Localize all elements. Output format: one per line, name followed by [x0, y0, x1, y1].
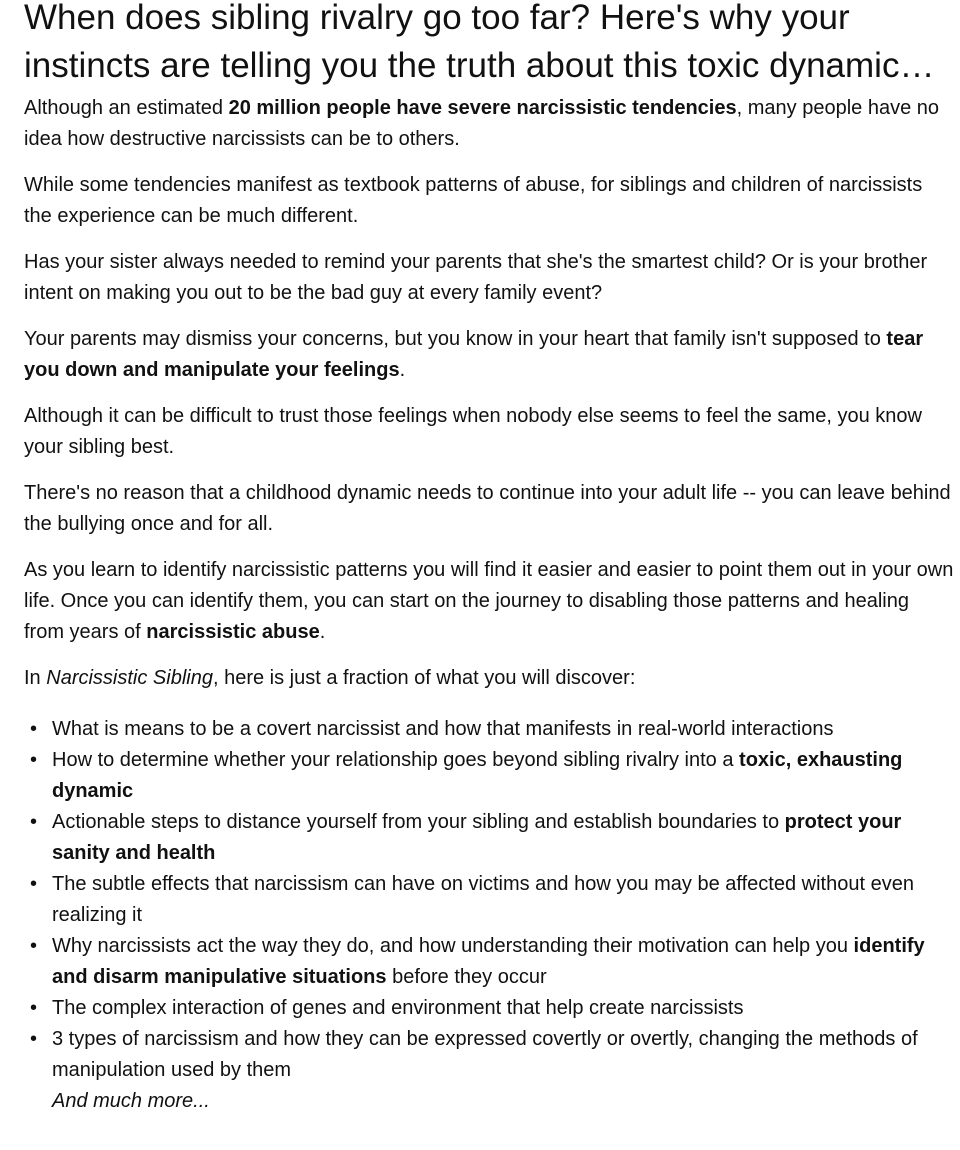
paragraph [24, 555, 954, 648]
bold-text: identify and disarm manipulative situations [52, 935, 925, 988]
text: In [24, 667, 47, 689]
text: The subtle effects that narcissism can have on victims and how you may be affected without even realizing it [52, 873, 914, 926]
bold-text: protect your sanity and health [52, 811, 902, 864]
bold-text: narcissistic abuse [146, 621, 320, 643]
text: 3 types of narcissism and how they can be expressed covertly or overtly, changing the methods of manipulation used by them [52, 1028, 918, 1081]
paragraph: Has your sister always needed to remind your parents that she's the smartest child? Or is your brother intent on making you out to be the bad guy at every family event? [24, 251, 928, 304]
bullet-icon: • [30, 935, 38, 957]
and-much-more-text: And much more... [52, 1090, 210, 1112]
page-heading: When does sibling rivalry go too far? Here's why your instincts are telling you the truth about this toxic dynamic… [24, 0, 935, 85]
list-item [24, 714, 954, 745]
text: Although an estimated [24, 97, 229, 119]
text: , many people have no idea how destructive narcissists can be to others. [24, 97, 939, 150]
paragraph: There's no reason that a childhood dynamic needs to continue into your adult life -- you can leave behind the bullying once and for all. [24, 482, 951, 535]
paragraph [24, 663, 954, 694]
text: The complex interaction of genes and environment that help create narcissists [52, 997, 744, 1019]
paragraph-intro [24, 93, 954, 155]
text: Actionable steps to distance yourself from your sibling and establish boundaries to [52, 811, 785, 833]
list-item [24, 745, 954, 807]
list-item [24, 869, 954, 931]
bullet-icon: • [30, 873, 38, 895]
text: . [399, 359, 406, 381]
bullet-icon: • [30, 1028, 38, 1050]
product-description [24, 0, 954, 1117]
bold-text: 20 million people have severe narcissistic tendencies [228, 97, 737, 119]
text: before they occur [386, 966, 547, 988]
bullet-icon: • [30, 811, 38, 833]
bullet-icon: • [30, 997, 38, 1019]
bold-text: toxic, exhausting dynamic [52, 749, 903, 802]
benefits-list [24, 714, 954, 1086]
text: What is means to be a covert narcissist and how that manifests in real-world interactions [52, 718, 834, 740]
paragraph: Although it can be difficult to trust those feelings when nobody else seems to feel the same, you know your sibling best. [24, 405, 922, 458]
text: As you learn to identify narcissistic patterns you will find it easier and easier to point them out in your own life. Once you can identify them, you can start on the journey to disabling those patterns and healing from years of [24, 559, 954, 643]
list-item [24, 993, 954, 1024]
list-item [24, 931, 954, 993]
bullet-icon: • [30, 749, 38, 771]
paragraph [24, 324, 954, 386]
list-item [24, 807, 954, 869]
text: , here is just a fraction of what you will discover: [212, 667, 636, 689]
text: . [319, 621, 326, 643]
bullet-icon: • [30, 718, 38, 740]
text: How to determine whether your relationship goes beyond sibling rivalry into a [52, 749, 740, 771]
book-title: Narcissistic Sibling [46, 667, 213, 689]
bold-text: tear you down and manipulate your feelings [24, 328, 924, 381]
paragraph: While some tendencies manifest as textbook patterns of abuse, for siblings and children of narcissists the experience can be much different. [24, 174, 923, 227]
text: Why narcissists act the way they do, and how understanding their motivation can help you [52, 935, 854, 957]
text: Your parents may dismiss your concerns, but you know in your heart that family isn't supposed to [24, 328, 887, 350]
list-item [24, 1024, 954, 1086]
